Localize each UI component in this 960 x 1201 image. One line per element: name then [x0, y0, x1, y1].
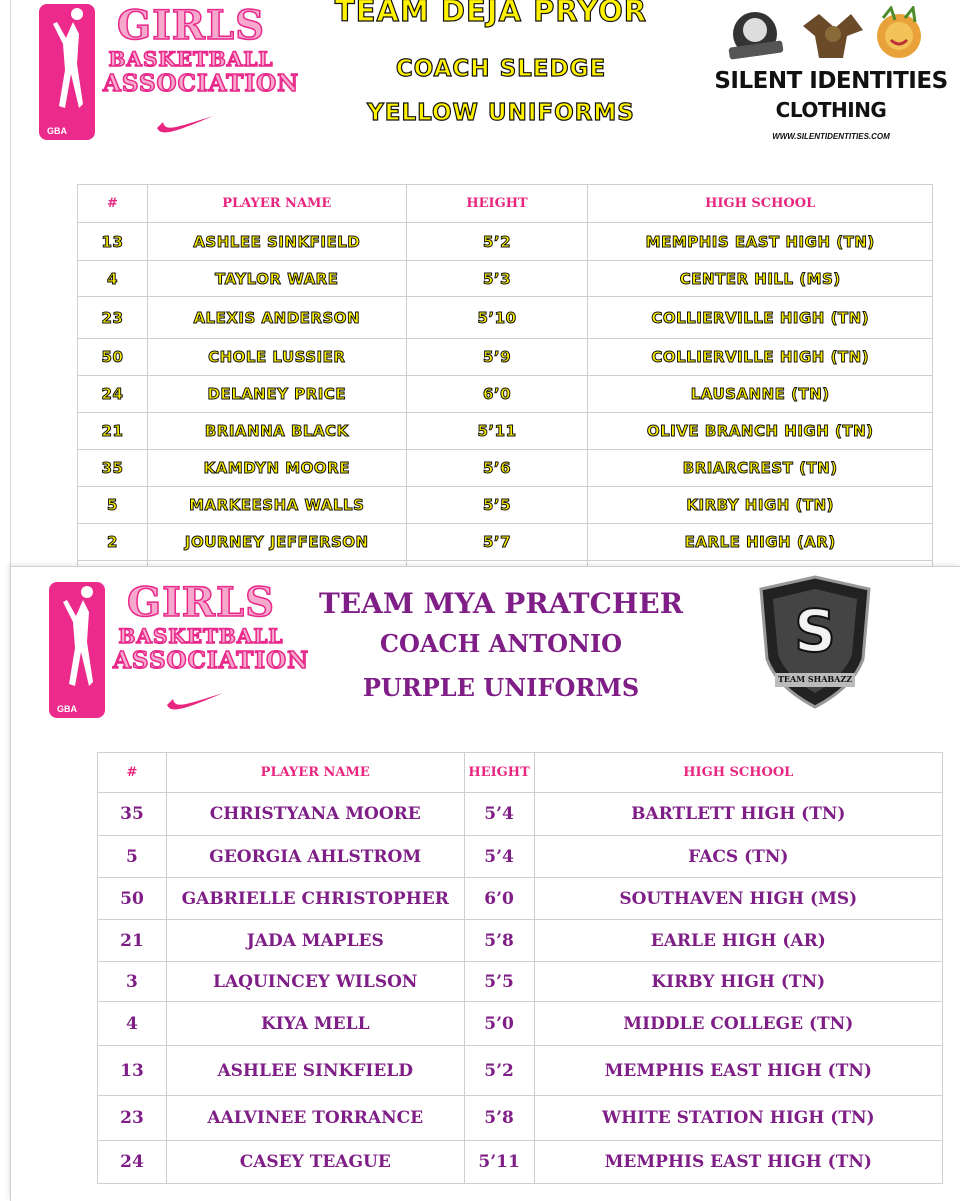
coach-line: COACH SLEDGE — [395, 56, 607, 82]
cell-height: 5’11 — [464, 1141, 534, 1184]
gba-abbrev: GBA — [57, 704, 77, 714]
table-row — [78, 413, 933, 450]
col-header-number: # — [78, 185, 148, 223]
cell-number: 5 — [98, 836, 167, 878]
table-row — [98, 920, 943, 962]
cell-player: LAQUINCEY WILSON — [166, 962, 464, 1002]
table-row — [78, 524, 933, 561]
cell-school: EARLE HIGH (AR) — [588, 524, 933, 561]
gba-word-association: ASSOCIATION — [103, 70, 300, 97]
silent-identities-mascots-icon — [723, 6, 933, 70]
sponsor-name: TEAM SHABAZZ — [777, 674, 853, 684]
table-row — [98, 1046, 943, 1096]
cell-height: 5’3 — [406, 261, 588, 297]
cell-number: 4 — [78, 261, 148, 297]
table-row — [78, 223, 933, 261]
cell-height: 5’0 — [464, 1002, 534, 1046]
cell-height: 6’0 — [406, 376, 588, 413]
gba-word-association: ASSOCIATION — [113, 647, 310, 674]
cell-number: 4 — [98, 1002, 167, 1046]
gba-abbrev: GBA — [47, 126, 67, 136]
cell-number: 50 — [78, 339, 148, 376]
cell-school: MIDDLE COLLEGE (TN) — [534, 1002, 942, 1046]
cell-school: CENTER HILL (MS) — [588, 261, 933, 297]
cell-school: MEMPHIS EAST HIGH (TN) — [534, 1046, 942, 1096]
cell-height: 5’7 — [406, 524, 588, 561]
cell-height: 5’8 — [464, 1096, 534, 1141]
col-header-school: HIGH SCHOOL — [588, 185, 933, 223]
cell-number: 2 — [78, 524, 148, 561]
table-row — [78, 376, 933, 413]
cell-number: 23 — [98, 1096, 167, 1141]
team-title: TEAM MYA PRATCHER — [318, 587, 683, 620]
cell-player: JOURNEY JEFFERSON — [147, 524, 406, 561]
cell-school: KIRBY HIGH (TN) — [534, 962, 942, 1002]
col-header-player: PLAYER NAME — [166, 753, 464, 793]
cell-number: 13 — [98, 1046, 167, 1096]
cell-height: 5’9 — [406, 339, 588, 376]
cell-height: 6’0 — [464, 878, 534, 920]
cell-player: GABRIELLE CHRISTOPHER — [166, 878, 464, 920]
cell-player: BRIANNA BLACK — [147, 413, 406, 450]
cell-number: 13 — [78, 223, 148, 261]
gba-word-girls: GIRLS — [116, 2, 266, 49]
table-row — [98, 962, 943, 1002]
cell-school: FACS (TN) — [534, 836, 942, 878]
table-row — [98, 836, 943, 878]
nike-swoosh-icon — [155, 112, 215, 136]
gba-logo-badge — [39, 4, 95, 140]
shield-letter: S — [794, 597, 836, 665]
table-row — [78, 297, 933, 339]
cell-player: DELANEY PRICE — [147, 376, 406, 413]
cell-player: AALVINEE TORRANCE — [166, 1096, 464, 1141]
col-header-height: HEIGHT — [406, 185, 588, 223]
sponsor-subtitle: CLOTHING — [775, 98, 887, 122]
table-header-row — [78, 185, 933, 223]
uniform-line: PURPLE UNIFORMS — [362, 673, 640, 702]
cell-height: 5’10 — [406, 297, 588, 339]
cell-height: 5’2 — [406, 223, 588, 261]
roster-table-purple — [97, 752, 943, 1184]
col-header-height: HEIGHT — [464, 753, 534, 793]
table-header-row — [98, 753, 943, 793]
cell-player: JADA MAPLES — [166, 920, 464, 962]
table-row — [78, 450, 933, 487]
cell-height: 5’2 — [464, 1046, 534, 1096]
uniform-line: YELLOW UNIFORMS — [367, 100, 635, 126]
cell-number: 3 — [98, 962, 167, 1002]
col-header-number: # — [98, 753, 167, 793]
table-row — [98, 878, 943, 920]
cell-school: BRIARCREST (TN) — [588, 450, 933, 487]
cell-player: TAYLOR WARE — [147, 261, 406, 297]
nike-swoosh-icon — [165, 689, 225, 713]
cell-player: ALEXIS ANDERSON — [147, 297, 406, 339]
cell-player: KIYA MELL — [166, 1002, 464, 1046]
cell-height: 5’4 — [464, 793, 534, 836]
cell-height: 5’5 — [406, 487, 588, 524]
table-row — [98, 793, 943, 836]
cell-school: MEMPHIS EAST HIGH (TN) — [534, 1141, 942, 1184]
team-title: TEAM DEJA PRYOR — [334, 0, 648, 28]
cell-school: LAUSANNE (TN) — [588, 376, 933, 413]
col-header-school: HIGH SCHOOL — [534, 753, 942, 793]
cell-player: CASEY TEAGUE — [166, 1141, 464, 1184]
coach-line: COACH ANTONIO — [379, 629, 623, 658]
gba-wordmark — [113, 579, 310, 674]
cell-player: CHOLE LUSSIER — [147, 339, 406, 376]
table-row — [98, 1096, 943, 1141]
table-row — [98, 1002, 943, 1046]
cell-school: WHITE STATION HIGH (TN) — [534, 1096, 942, 1141]
gba-word-basketball: BASKETBALL — [108, 47, 274, 71]
cell-height: 5’4 — [464, 836, 534, 878]
cell-number: 23 — [78, 297, 148, 339]
cell-number: 21 — [78, 413, 148, 450]
cell-school: OLIVE BRANCH HIGH (TN) — [588, 413, 933, 450]
sponsor-name: SILENT IDENTITIES — [714, 68, 948, 94]
cell-school: EARLE HIGH (AR) — [534, 920, 942, 962]
cell-player: MARKEESHA WALLS — [147, 487, 406, 524]
cell-number: 21 — [98, 920, 167, 962]
table-row — [78, 261, 933, 297]
cell-school: BARTLETT HIGH (TN) — [534, 793, 942, 836]
cell-number: 24 — [98, 1141, 167, 1184]
sponsor-url: WWW.SILENTIDENTITIES.COM — [772, 132, 890, 141]
cell-number: 35 — [78, 450, 148, 487]
cell-number: 35 — [98, 793, 167, 836]
player-silhouette-icon — [49, 582, 105, 718]
cell-player: GEORGIA AHLSTROM — [166, 836, 464, 878]
gba-logo-badge — [49, 582, 105, 718]
cell-school: COLLIERVILLE HIGH (TN) — [588, 297, 933, 339]
cell-player: ASHLEE SINKFIELD — [166, 1046, 464, 1096]
roster-table-yellow — [77, 184, 933, 591]
cell-player: CHRISTYANA MOORE — [166, 793, 464, 836]
table-row — [78, 487, 933, 524]
roster-sheet-purple — [10, 566, 960, 1201]
cell-number: 50 — [98, 878, 167, 920]
cell-height: 5’5 — [464, 962, 534, 1002]
cell-height: 5’8 — [464, 920, 534, 962]
cell-number: 5 — [78, 487, 148, 524]
table-row — [78, 339, 933, 376]
cell-school: SOUTHAVEN HIGH (MS) — [534, 878, 942, 920]
cell-player: ASHLEE SINKFIELD — [147, 223, 406, 261]
gba-word-basketball: BASKETBALL — [118, 624, 284, 648]
table-row — [98, 1141, 943, 1184]
player-silhouette-icon — [39, 4, 95, 140]
cell-school: COLLIERVILLE HIGH (TN) — [588, 339, 933, 376]
col-header-player: PLAYER NAME — [147, 185, 406, 223]
cell-height: 5’11 — [406, 413, 588, 450]
cell-player: KAMDYN MOORE — [147, 450, 406, 487]
gba-wordmark — [103, 2, 300, 97]
cell-number: 24 — [78, 376, 148, 413]
gba-word-girls: GIRLS — [126, 579, 276, 626]
cell-school: KIRBY HIGH (TN) — [588, 487, 933, 524]
cell-school: MEMPHIS EAST HIGH (TN) — [588, 223, 933, 261]
cell-height: 5’6 — [406, 450, 588, 487]
